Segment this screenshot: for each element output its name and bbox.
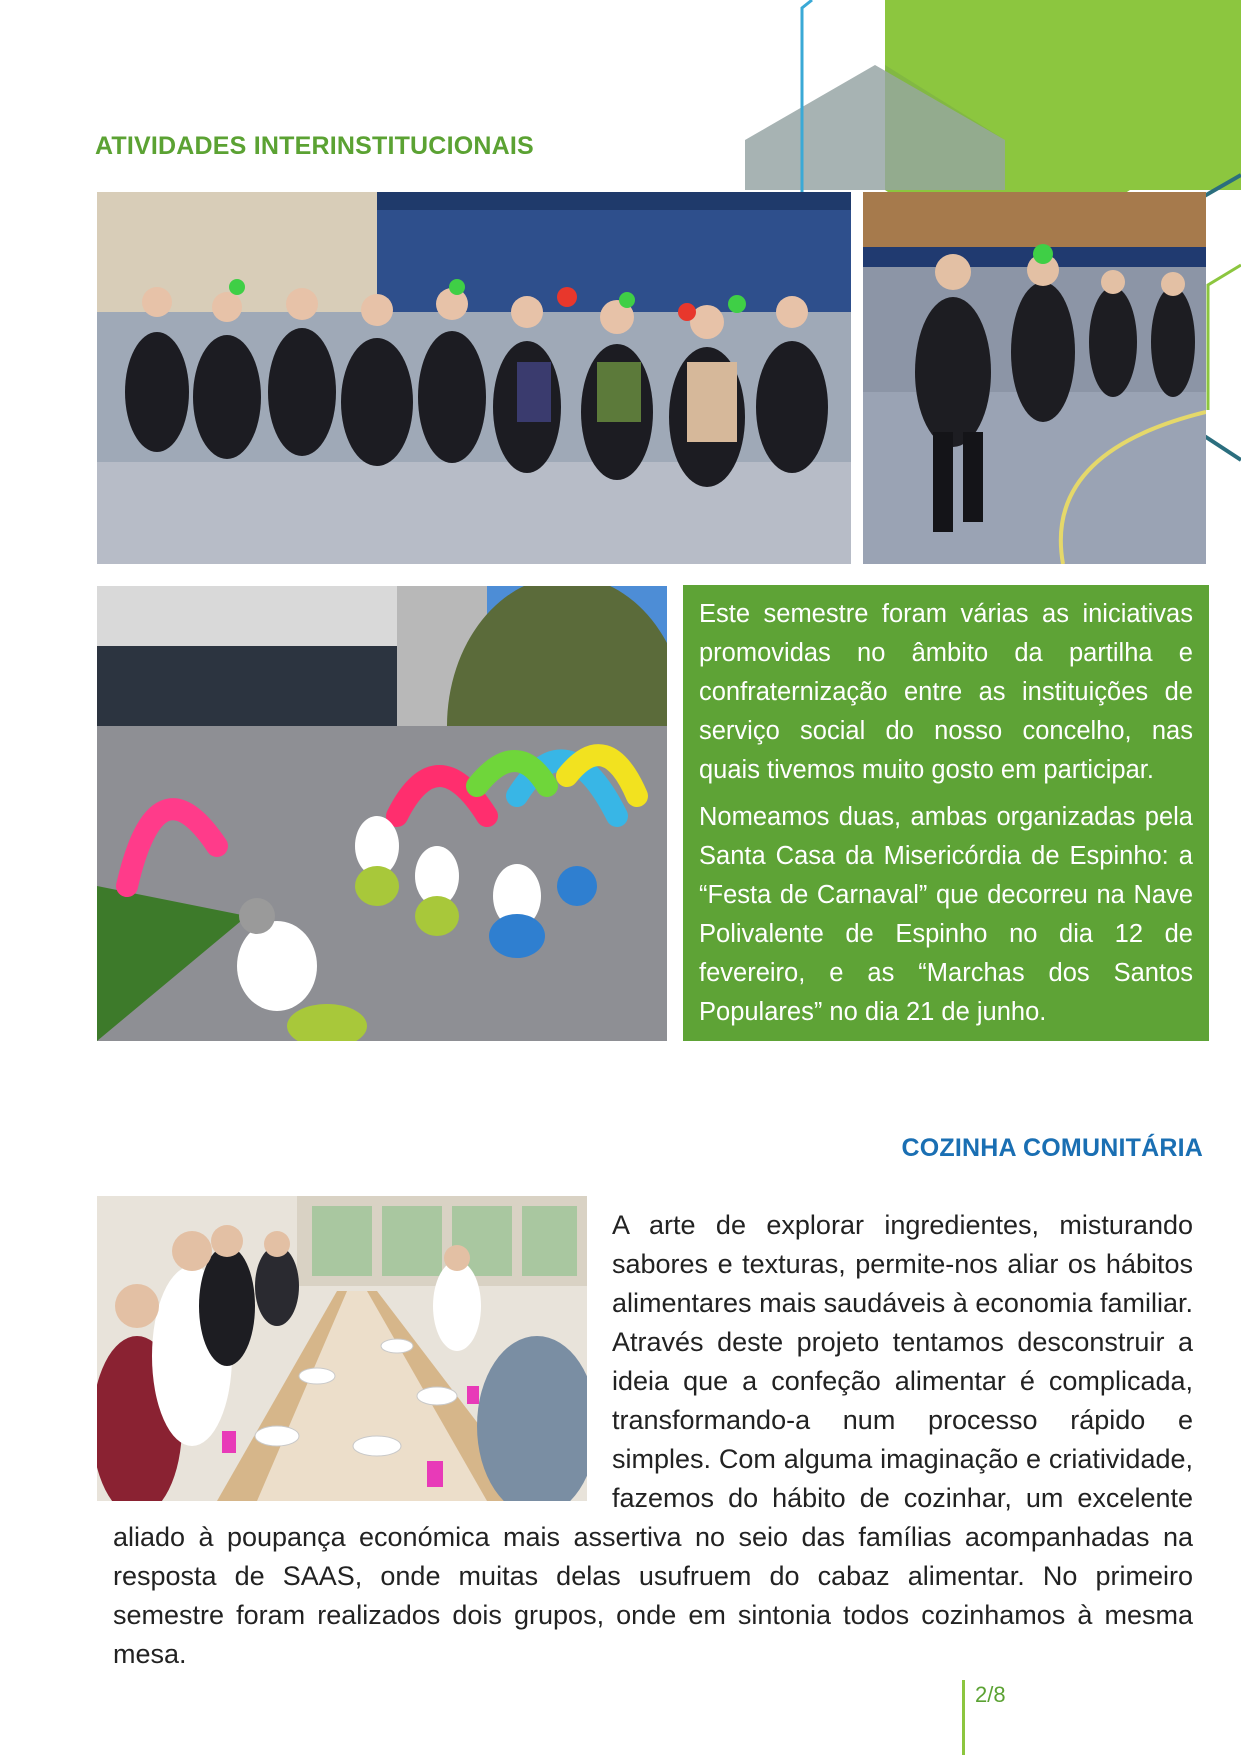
footer-divider <box>962 1680 965 1755</box>
photo-carnival-seated-group <box>97 192 851 564</box>
photo-marchas-santos-populares <box>97 586 667 1041</box>
intro-paragraph-2: Nomeamos duas, ambas organizadas pela Santa Casa da Misericórdia de Espinho: a “Festa de Carnaval” que decorreu na Nave Polivalente de Espinho no dia 12 de fevereiro, e as “Marchas dos Santos Populares” no dia 21 de junho. <box>699 803 1193 1026</box>
photo-carnival-dancing <box>863 192 1206 564</box>
cozinha-text-block <box>113 1206 1193 1674</box>
intro-text-box <box>683 585 1209 1041</box>
cozinha-paragraph: A arte de explorar ingredientes, misturando sabores e texturas, permite-nos aliar os hábitos alimentares mais saudáveis à economia familiar. Através deste projeto tentamos desconstruir a ideia que a confeção alimentar é complicada, transformando-a num processo rápido e simples. Com alguma imaginação e criatividade, fazemos do hábito de cozinhar, um excelente aliado à poupança económica mais assertiva no seio das famílias acompanhadas na resposta de SAAS, onde muitas delas usufruem do cabaz alimentar. No primeiro semestre foram realizados dois grupos, onde em sintonia todos cozinhamos à mesma mesa. <box>113 1210 1193 1669</box>
photo-float-spacer <box>113 1206 612 1506</box>
intro-paragraph-1: Este semestre foram várias as iniciativas promovidas no âmbito da partilha e confraternização entre as instituições de serviço social do nosso concelho, nas quais tivemos muito gosto em participar. <box>699 600 1193 784</box>
section-title-atividades: ATIVIDADES INTERINSTITUCIONAIS <box>95 132 534 160</box>
page-number: 2/8 <box>975 1682 1006 1707</box>
section-title-cozinha: COZINHA COMUNITÁRIA <box>901 1134 1203 1162</box>
